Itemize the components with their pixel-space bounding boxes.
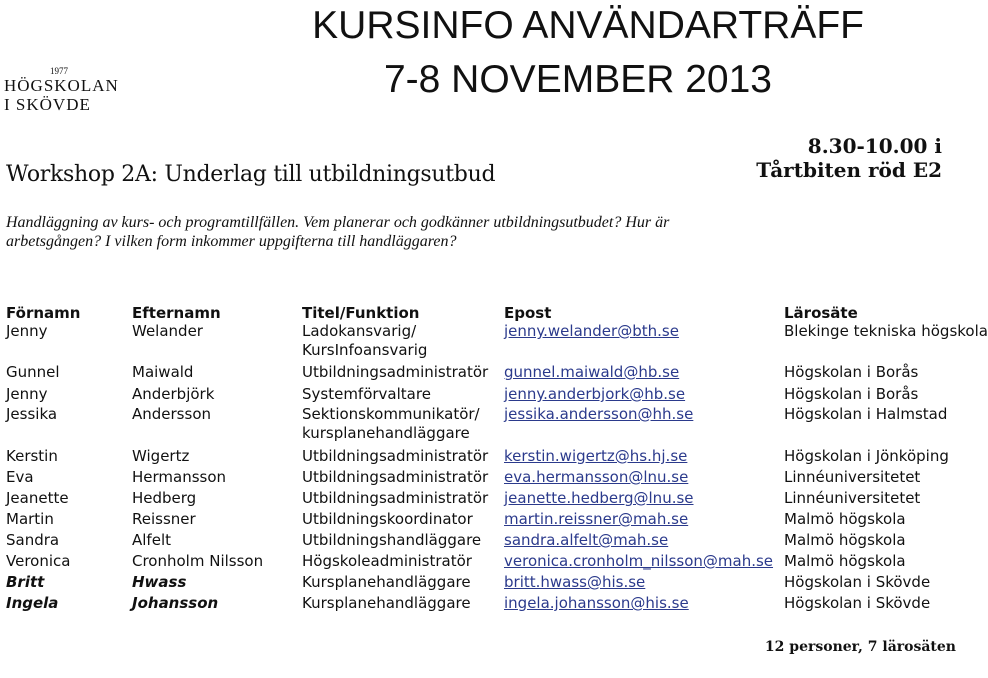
university: Linnéuniversitetet <box>784 489 921 507</box>
last-name: Hwass <box>132 573 187 591</box>
job-title: Utbildningsadministratör <box>302 468 489 486</box>
university: Malmö högskola <box>784 552 906 570</box>
last-name: Anderbjörk <box>132 385 215 403</box>
first-name: Jeanette <box>6 489 69 507</box>
job-title: Ladokansvarig/ <box>302 322 417 340</box>
workshop-description: Handläggning av kurs- och programtillfällen. Vem planerar och godkänner utbildningsutbudet? Hur är arbetsgången? I vilken form inkommer uppgifterna till handläggaren? <box>6 214 670 250</box>
header-title: Titel/Funktion <box>302 304 420 322</box>
job-title: Utbildningsadministratör <box>302 489 489 507</box>
university: Högskolan i Borås <box>784 385 919 403</box>
first-name: Jenny <box>6 385 48 403</box>
first-name: Sandra <box>6 531 60 549</box>
university: Malmö högskola <box>784 531 906 549</box>
email-link[interactable]: jessika.andersson@hh.se <box>504 405 694 423</box>
email-link[interactable]: gunnel.maiwald@hb.se <box>504 363 680 381</box>
university: Blekinge tekniska högskola <box>784 322 988 340</box>
job-title-line2: KursInfoansvarig <box>302 341 428 359</box>
last-name: Hermansson <box>132 468 227 486</box>
job-title: Utbildningsadministratör <box>302 447 489 465</box>
email-link[interactable]: jenny.anderbjork@hb.se <box>504 385 686 403</box>
email-link[interactable]: martin.reissner@mah.se <box>504 510 689 528</box>
university: Högskolan i Halmstad <box>784 405 948 423</box>
email-link[interactable]: britt.hwass@his.se <box>504 573 646 591</box>
first-name: Martin <box>6 510 54 528</box>
email-link[interactable]: ingela.johansson@his.se <box>504 594 689 612</box>
email-link[interactable]: eva.hermansson@lnu.se <box>504 468 689 486</box>
logo-line2: I SKÖVDE <box>4 95 91 114</box>
job-title: Högskoleadministratör <box>302 552 472 570</box>
session-time: 8.30-10.00 i <box>807 134 942 158</box>
job-title: Kursplanehandläggare <box>302 594 471 612</box>
header-university: Lärosäte <box>784 304 858 322</box>
logo-line1: HÖGSKOLAN <box>4 76 119 95</box>
first-name: Eva <box>6 468 34 486</box>
first-name: Veronica <box>6 552 71 570</box>
university: Linnéuniversitetet <box>784 468 921 486</box>
university: Malmö högskola <box>784 510 906 528</box>
last-name: Welander <box>132 322 203 340</box>
last-name: Cronholm Nilsson <box>132 552 264 570</box>
email-link[interactable]: sandra.alfelt@mah.se <box>504 531 669 549</box>
university: Högskolan i Jönköping <box>784 447 949 465</box>
email-link[interactable]: jeanette.hedberg@lnu.se <box>504 489 694 507</box>
last-name: Andersson <box>132 405 211 423</box>
university: Högskolan i Borås <box>784 363 919 381</box>
university: Högskolan i Skövde <box>784 573 931 591</box>
first-name: Gunnel <box>6 363 60 381</box>
participant-summary: 12 personer, 7 lärosäten <box>764 639 956 655</box>
first-name: Jessika <box>6 405 58 423</box>
logo-year: 1977 <box>50 66 68 76</box>
last-name: Johansson <box>132 594 219 612</box>
job-title: Utbildningshandläggare <box>302 531 482 549</box>
job-title: Kursplanehandläggare <box>302 573 471 591</box>
hogskolan-skovde-logo <box>2 62 120 118</box>
session-room: Tårtbiten röd E2 <box>756 158 942 182</box>
first-name: Britt <box>6 573 45 591</box>
university: Högskolan i Skövde <box>784 594 931 612</box>
email-link[interactable]: jenny.welander@bth.se <box>504 322 679 340</box>
workshop-title: Workshop 2A: Underlag till utbildningsutbud <box>6 162 496 187</box>
job-title-line2: kursplanehandläggare <box>302 424 470 442</box>
job-title: Utbildningskoordinator <box>302 510 473 528</box>
last-name: Alfelt <box>132 531 171 549</box>
email-link[interactable]: kerstin.wigertz@hs.hj.se <box>504 447 688 465</box>
last-name: Reissner <box>132 510 196 528</box>
header-first-name: Förnamn <box>6 304 81 322</box>
job-title: Utbildningsadministratör <box>302 363 489 381</box>
header-email: Epost <box>504 304 552 322</box>
last-name: Wigertz <box>132 447 190 465</box>
last-name: Hedberg <box>132 489 197 507</box>
first-name: Ingela <box>6 594 59 612</box>
page-title: KURSINFO ANVÄNDARTRÄFF <box>312 4 864 47</box>
header-last-name: Efternamn <box>132 304 221 322</box>
last-name: Maiwald <box>132 363 194 381</box>
email-link[interactable]: veronica.cronholm_nilsson@mah.se <box>504 552 774 570</box>
first-name: Kerstin <box>6 447 58 465</box>
first-name: Jenny <box>6 322 48 340</box>
job-title: Sektionskommunikatör/ <box>302 405 480 423</box>
event-date: 7-8 NOVEMBER 2013 <box>383 58 772 101</box>
job-title: Systemförvaltare <box>302 385 431 403</box>
